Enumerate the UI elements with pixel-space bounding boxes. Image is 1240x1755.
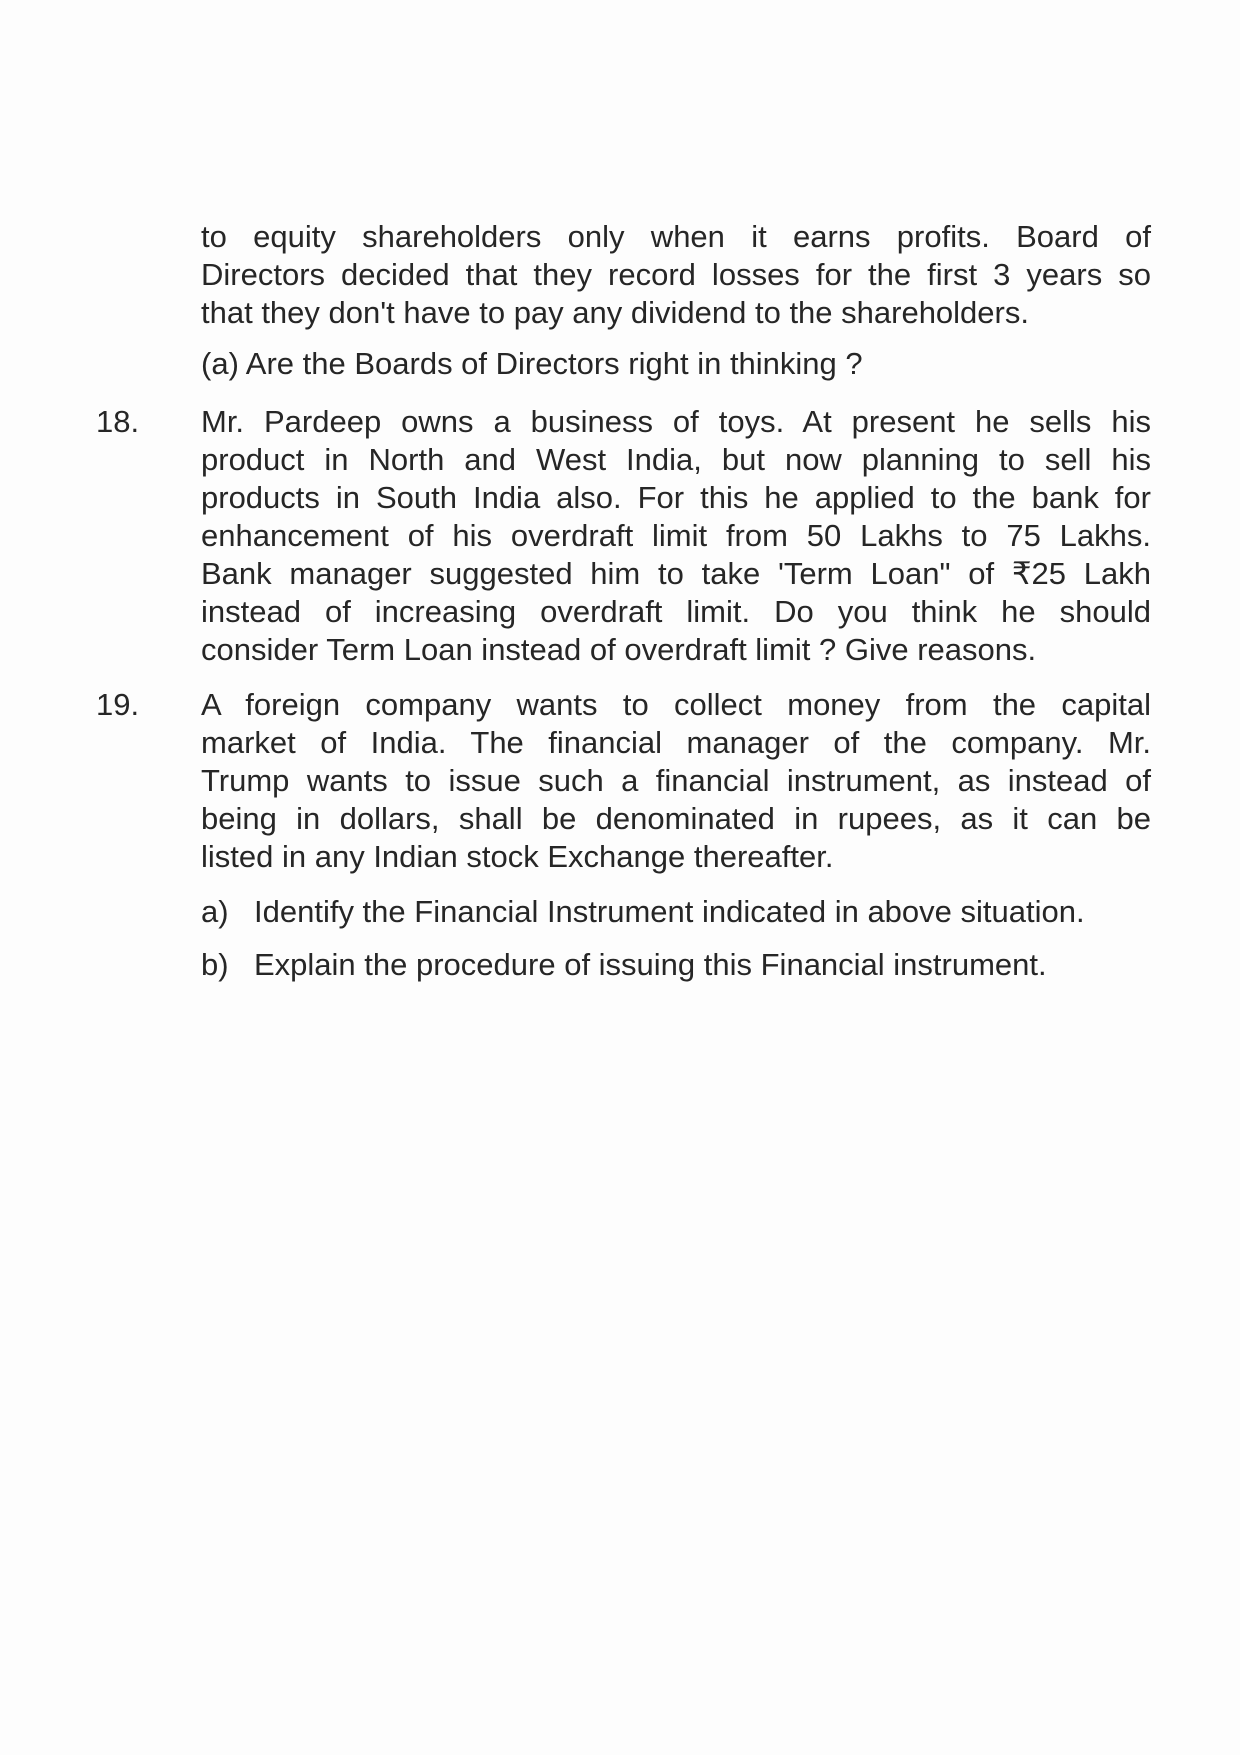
sub-question-marker: a) [201, 894, 229, 929]
question-19-text [201, 686, 1151, 876]
paragraph-line: market of India. The financial manager of the company. Mr. [201, 725, 1151, 760]
paragraph-line: consider Term Loan instead of overdraft limit ? Give reasons. [201, 632, 1037, 667]
paragraph-line: that they don't have to pay any dividend to the shareholders. [201, 295, 1029, 330]
paragraph-line: product in North and West India, but now planning to sell his [201, 442, 1151, 477]
sub-question-marker: b) [201, 947, 229, 982]
sub-question-a: (a) Are the Boards of Directors right in thinking ? [201, 346, 863, 381]
paragraph-line: to equity shareholders only when it earns profits. Board of [201, 219, 1151, 254]
question-number-18: 18. [96, 404, 140, 439]
paragraph-line: enhancement of his overdraft limit from 50 Lakhs to 75 Lakhs. [201, 518, 1151, 553]
paragraph-line: Directors decided that they record losses for the first 3 years so [201, 257, 1151, 292]
paragraph-line: Bank manager suggested him to take 'Term Loan" of ₹25 Lakh [201, 556, 1151, 591]
paragraph-line: instead of increasing overdraft limit. Do you think he should [201, 594, 1151, 629]
sub-question-text: Identify the Financial Instrument indicated in above situation. [254, 894, 1085, 929]
sub-question-19-a [201, 893, 1085, 931]
paragraph-line: products in South India also. For this he applied to the bank for [201, 480, 1151, 515]
paragraph-line: A foreign company wants to collect money from the capital [201, 687, 1151, 722]
continuation-paragraph [201, 218, 1151, 332]
question-18-text [201, 403, 1151, 669]
sub-question-19-b [201, 946, 1047, 984]
paragraph-line: being in dollars, shall be denominated in rupees, as it can be [201, 801, 1151, 836]
paragraph-line: listed in any Indian stock Exchange thereafter. [201, 839, 834, 874]
paragraph-line: Trump wants to issue such a financial instrument, as instead of [201, 763, 1151, 798]
paragraph-line: Mr. Pardeep owns a business of toys. At present he sells his [201, 404, 1151, 439]
sub-question-text: Explain the procedure of issuing this Financial instrument. [254, 947, 1047, 982]
question-number-19: 19. [96, 687, 140, 722]
